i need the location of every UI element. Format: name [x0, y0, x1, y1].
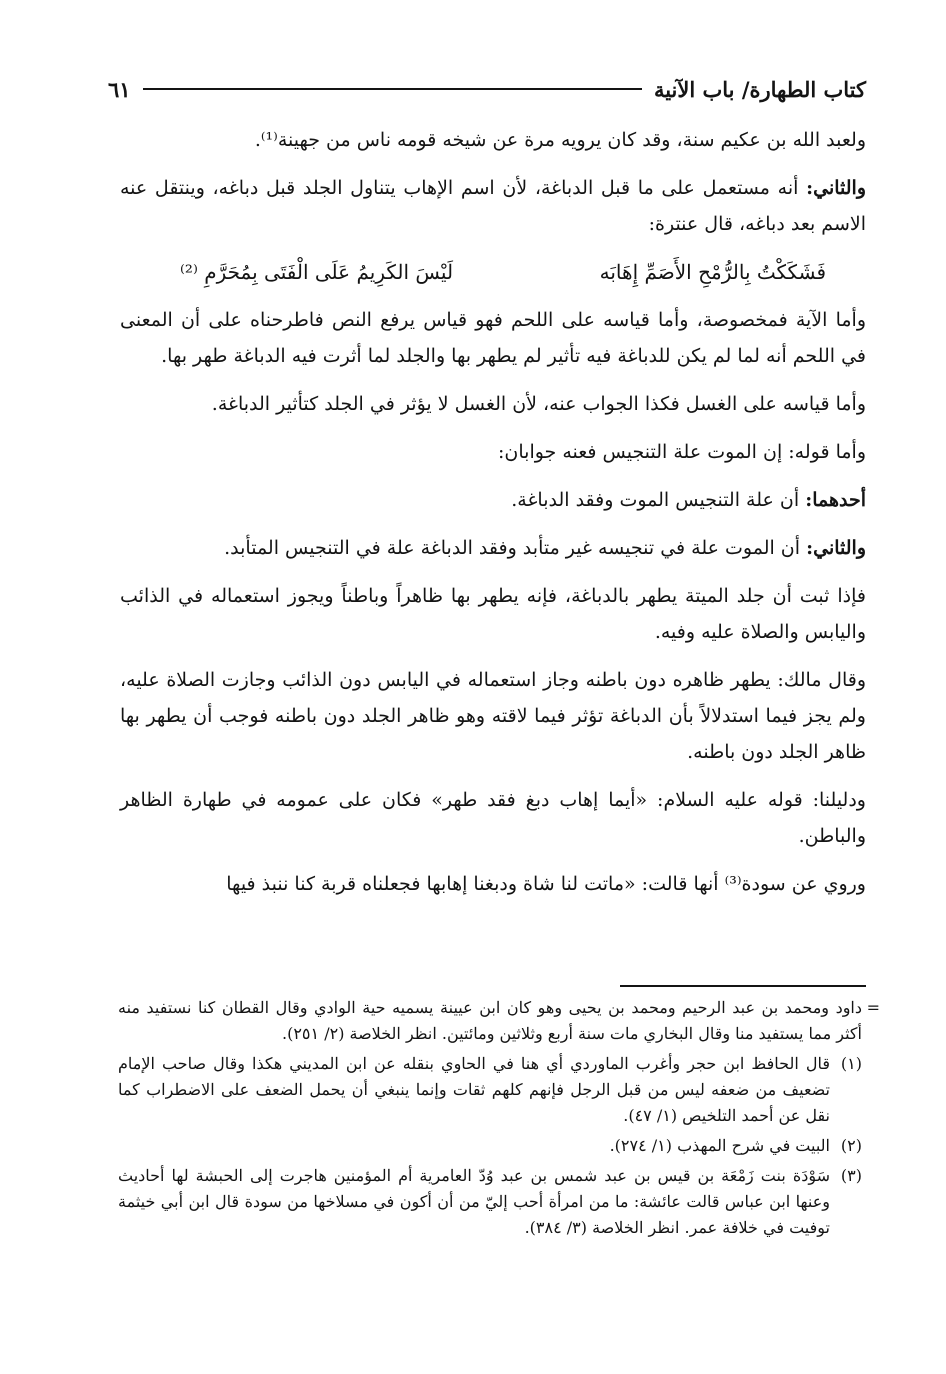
poetry-verse	[120, 254, 866, 290]
footnote-item	[118, 1051, 862, 1129]
paragraph: ودليلنا: قوله عليه السلام: «أيما إهاب دبغ فقد طهر» فكان على عمومه في طهارة الظاهر والباطن.	[120, 789, 866, 847]
paragraph	[120, 530, 866, 566]
footnote-text: قال الحافظ ابن حجر وأغرب الماوردي أي هنا في الحاوي بنقله عن ابن المديني هكذا وقال صاحب الإمام تضعيف من ضعفه ليس من قبل الرجل فإنهم كلهم ثقات وإنما ينبغي أن يحمل الضعف على الاضطراب كما نقل عن أحمد التلخيص (١/ ٤٧).	[118, 1054, 830, 1125]
header-rule	[143, 88, 642, 90]
paragraph	[120, 482, 866, 518]
paragraph-label: والثاني:	[806, 537, 866, 559]
continuation-mark: =	[866, 998, 880, 1017]
footnote-number: (٢)	[840, 1136, 862, 1155]
paragraph-text: أن الموت علة في تنجيسه غير متأبد وفقد الدباغة علة في التنجيس المتأبد.	[224, 537, 801, 559]
paragraph: وقال مالك: يطهر ظاهره دون باطنه وجاز استعماله في اليابس دون الذائب وجازت الصلاة عليه، ولم يجز فيما استدلالاً بأن الدباغة تؤثر فيما لاقته وهو ظاهر الجلد دون باطنه فوجب أن يطهر بها ظاهر الجلد دون باطنه.	[120, 669, 866, 763]
paragraph-label: أحدهما:	[805, 489, 866, 511]
paragraph: فإذا ثبت أن جلد الميتة يطهر بالدباغة، فإنه يطهر بها ظاهراً وباطناً ويجوز استعماله في الذائب واليابس والصلاة عليه وفيه.	[120, 585, 866, 643]
footnote-item	[118, 1133, 862, 1159]
footnote-text: داود ومحمد بن عبد الرحيم ومحمد بن يحيى وهو كان ابن عيينة يسميه حية الوادي وقال القطان كنا نستفيد منه أكثر مما يستفيد منا وقال البخاري مات سنة أربع وثلاثين ومائتين. انظر الخلاصة (٢/ ٢٥١).	[118, 998, 863, 1043]
paragraph-text: أنه مستعمل على ما قبل الدباغة، لأن اسم الإهاب يتناول الجلد قبل دباغه، وينتقل عنه الاسم بعد دباغه، قال عنترة:	[120, 177, 866, 235]
paragraph-label: والثاني:	[806, 177, 866, 199]
footnote-continuation	[118, 995, 880, 1047]
paragraph: وأما الآية فمخصوصة، وأما قياسه على اللحم فهو قياس يرفع النص فاطرحناه على أن المعنى في اللحم أنه لما لم يكن للدباغة فيه تأثير لم يطهر بها والجلد لما أثرت فيه الدباغة طهر بها.	[120, 309, 866, 367]
verse-first-hemistich: فَشَكَكْتُ بِالرُّمْحِ الأَصَمِّ إِهَابَه	[599, 260, 826, 284]
footnote-number: (٣)	[840, 1166, 862, 1185]
footnote-number: (١)	[840, 1054, 862, 1073]
paragraph: وروي عن سودة⁽³⁾ أنها قالت: «ماتت لنا شاة ودبغنا إهابها فجعلناه قربة كنا ننبذ فيها	[226, 873, 866, 895]
running-title: كتاب الطهارة/ باب الآنية	[653, 76, 866, 102]
page-header	[108, 72, 866, 106]
paragraph: وأما قوله: إن الموت علة التنجيس فعنه جوابان:	[498, 441, 866, 463]
footnote-item	[118, 1163, 862, 1241]
paragraph-text: أن علة التنجيس الموت وفقد الدباغة.	[511, 489, 800, 511]
footnote-separator	[620, 985, 866, 987]
footnote-text: سَوْدَة بنت زَمْعَة بن قيس بن عبد شمس بن عبد وُدّ العامرية أم المؤمنين هاجرت إلى الحبشة لها أحاديث وعنها ابن عباس قالت عائشة: ما من امرأة أحب إليّ من أن أكون في مسلاخها من سودة قال ابن أبي خيثمة توفيت في خلافة عمر. انظر الخلاصة (٣/ ٣٨٤).	[118, 1166, 831, 1237]
paragraph: وأما قياسه على الغسل فكذا الجواب عنه، لأن الغسل لا يؤثر في الجلد كتأثير الدباغة.	[211, 393, 866, 415]
footnotes	[118, 995, 880, 1245]
page-number: ٦١	[108, 76, 131, 102]
footnote-text: البيت في شرح المهذب (١/ ٢٧٤).	[609, 1136, 830, 1155]
main-text	[120, 122, 866, 914]
paragraph	[120, 170, 866, 242]
verse-second-hemistich: لَيْسَ الكَرِيمُ عَلَى الْفَتَى بِمُحَرَّمِ ⁽²⁾	[180, 260, 454, 284]
paragraph: ولعبد الله بن عكيم سنة، وقد كان يرويه مرة عن شيخه قومه ناس من جهينة⁽¹⁾.	[254, 129, 866, 151]
